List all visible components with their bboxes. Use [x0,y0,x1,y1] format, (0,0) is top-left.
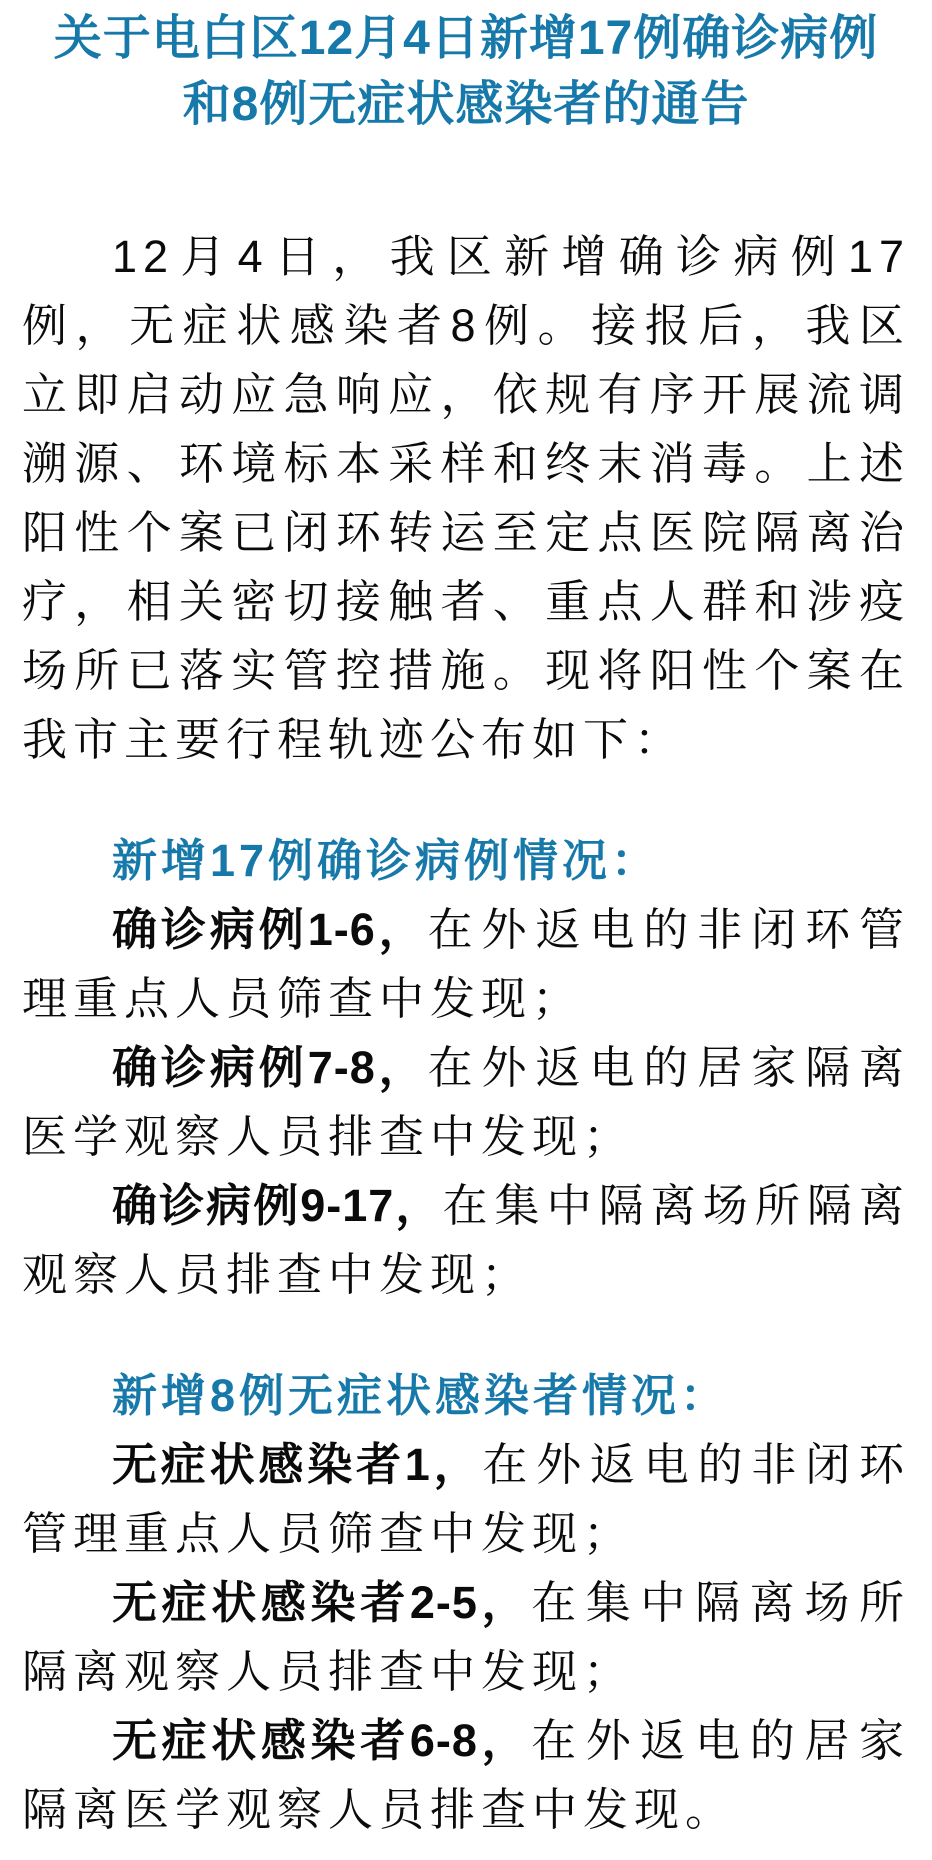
confirmed-cases-1-6-paragraph [22,895,910,1033]
asymptomatic-cases-2-5-lead: 无症状感染者2-5， [112,1577,532,1628]
confirmed-cases-9-17-text: 在集中隔离场所隔离观察人员排查中发现； [22,1180,910,1300]
asymptomatic-cases-6-8-lead: 无症状感染者6-8， [112,1715,532,1766]
asymptomatic-case-1-paragraph [22,1430,910,1568]
confirmed-cases-7-8-text: 在外返电的居家隔离医学观察人员排查中发现； [22,1042,910,1162]
section-asymptomatic-cases-header: 新增8例无症状感染者情况： [112,1370,730,1421]
section-confirmed-cases-header: 新增17例确诊病例情况： [112,835,661,886]
notice-title-line-2: 和8例无症状感染者的通告 [182,78,750,131]
intro-paragraph: 12月4日，我区新增确诊病例17例，无症状感染者8例。接报后，我区立即启动应急响应，依规有序开展流调溯源、环境标本采样和终末消毒。上述阳性个案已闭环转运至定点医院隔离治疗，相关密切接触者、重点人群和涉疫场所已落实管控措施。现将阳性个案在我市主要行程轨迹公布如下： [22,231,910,765]
confirmed-cases-7-8-paragraph [22,1033,910,1171]
notice-title-line-1: 关于电白区12月4日新增17例确诊病例 [53,12,879,65]
confirmed-cases-9-17-lead: 确诊病例9-17， [112,1180,443,1231]
asymptomatic-case-1-lead: 无症状感染者1， [112,1439,483,1490]
confirmed-cases-1-6-text: 在外返电的非闭环管理重点人员筛查中发现； [22,904,910,1024]
notice-title [22,6,910,138]
asymptomatic-cases-2-5-paragraph [22,1568,910,1706]
confirmed-cases-7-8-lead: 确诊病例7-8， [112,1042,428,1093]
asymptomatic-cases-2-5-text: 在集中隔离场所隔离观察人员排查中发现； [22,1577,910,1697]
confirmed-cases-1-6-lead: 确诊病例1-6， [112,904,428,955]
asymptomatic-cases-6-8-text: 在外返电的居家隔离医学观察人员排查中发现。 [22,1715,910,1835]
asymptomatic-case-1-text: 在外返电的非闭环管理重点人员筛查中发现； [22,1439,910,1559]
confirmed-cases-9-17-paragraph [22,1171,910,1309]
asymptomatic-cases-6-8-paragraph [22,1706,910,1844]
